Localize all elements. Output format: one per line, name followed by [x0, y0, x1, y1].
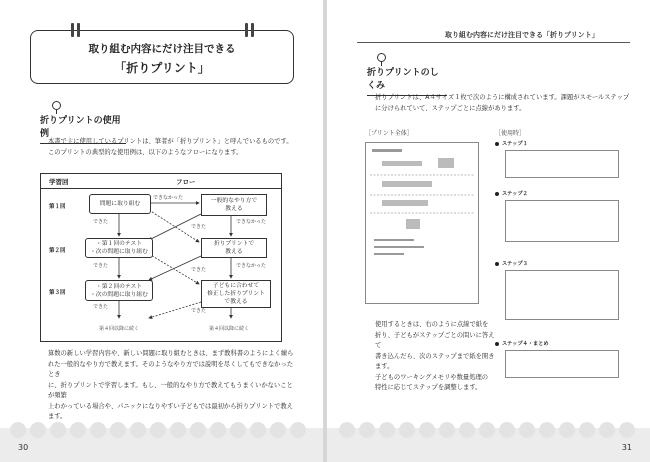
- box-text: ・次の問題に取り組む: [90, 291, 148, 298]
- binder-clip-icon: [71, 23, 74, 37]
- box-text: 子どもに合わせて: [212, 283, 260, 289]
- round3-label: 第３回: [49, 290, 66, 296]
- body-paragraph: [48, 349, 298, 423]
- step-label: ステップ４・まとめ: [502, 341, 549, 347]
- pin-icon: [377, 53, 386, 62]
- box-text: ・第２回のテスト: [95, 283, 143, 290]
- continue-left: 第４回以降に続く: [99, 326, 140, 332]
- decor-circle: [579, 422, 595, 438]
- page-number-left: 30: [18, 443, 29, 452]
- label-could: できた: [191, 267, 207, 273]
- col-round-label: 学習回: [49, 178, 69, 186]
- decor-circle: [539, 422, 555, 438]
- step-bullet-icon: [495, 342, 499, 346]
- decor-circle: [130, 422, 146, 438]
- decor-circle: [519, 422, 535, 438]
- box-text: ・次の問題に取り組む: [90, 249, 148, 255]
- decor-circle: [190, 422, 206, 438]
- decor-circle: [170, 422, 186, 438]
- decor-circle: [210, 422, 226, 438]
- box-text: 修正した折りプリント: [207, 291, 265, 297]
- body-line: 特性に応じてステップを調整します。: [375, 384, 482, 391]
- decor-circle: [439, 422, 455, 438]
- section-heading: 折りプリントの使用例: [40, 113, 126, 144]
- round2-label: 第２回: [49, 248, 66, 254]
- decor-circle: [50, 422, 66, 438]
- body-paragraph: [375, 320, 495, 394]
- box-text: 一般的なやり方で: [210, 198, 258, 204]
- label-couldnt: できなかった: [236, 263, 267, 269]
- decor-circle: [90, 422, 106, 438]
- body-line: れた一般的なやり方で教えます。そのようなやり方では説明を尽くしてもできなかったとき: [48, 360, 294, 378]
- decor-circle: [10, 422, 26, 438]
- decor-circle: [599, 422, 615, 438]
- body-line: 子どものワーキングメモリや数量処理の: [375, 373, 489, 381]
- decor-circle: [30, 422, 46, 438]
- decor-circle: [270, 422, 286, 438]
- body-line: 上わかっている場合や、パニックになりやすい子どもでは最初から折りプリントで教え: [48, 402, 293, 410]
- decor-circle: [230, 422, 246, 438]
- step-label: ステップ３: [502, 261, 528, 267]
- intro-line: 本書で主に使用しているプリントは、筆者が「折りプリント」と呼んでいるものです。: [48, 138, 293, 145]
- box-general-method: [201, 194, 267, 216]
- print-sketch: [366, 143, 478, 303]
- running-head: 取り組む内容にだけ注目できる「折りプリント」: [445, 31, 599, 39]
- section-heading: 折りプリントのしくみ: [367, 65, 447, 96]
- decor-circle: [499, 422, 515, 438]
- print-whole-thumbnail: [365, 142, 479, 304]
- decor-circle: [290, 422, 306, 438]
- continue-right: 第４回以降に続く: [209, 326, 250, 332]
- label-could: できた: [93, 219, 109, 225]
- intro-paragraph: [375, 93, 635, 114]
- head-rule: [357, 42, 630, 43]
- whole-print-label: ［プリント全体］: [365, 130, 413, 137]
- chapter-title-box: [30, 30, 294, 84]
- chapter-title-line2: 「折りプリント」: [114, 61, 210, 75]
- box-round3-test: [85, 280, 153, 301]
- decor-circle: [339, 422, 355, 438]
- step-bullet-icon: [495, 142, 499, 146]
- step-thumbnail: [505, 200, 619, 242]
- decor-circle: [110, 422, 126, 438]
- right-page: [327, 0, 650, 462]
- step-bullet-icon: [495, 192, 499, 196]
- intro-line: このプリントの典型的な使用例は、以下のようなフローになります。: [48, 148, 243, 156]
- decor-circle: [150, 422, 166, 438]
- step-thumbnail: [505, 350, 619, 378]
- step-bullet-icon: [495, 262, 499, 266]
- usage-label: ［使用時］: [495, 130, 526, 137]
- body-line: ます。: [375, 363, 394, 370]
- body-line: に、折りプリントで学習します。もし、一般的なやり方で教えてもうまくいかないことが頻繁: [48, 381, 293, 399]
- body-line: 算数の新しい学習内容や、新しい問題に取り組むときは、まず教科書のようによく練ら: [48, 350, 294, 357]
- flow-chart: [40, 173, 282, 342]
- intro-paragraph: [48, 137, 298, 158]
- decor-circle: [619, 422, 635, 438]
- page-number-right: 31: [621, 443, 632, 452]
- body-line: ます。: [48, 413, 67, 420]
- box-text: 折りプリントで: [213, 241, 255, 247]
- body-line: 書き込んだら、次のステップまで紙を開き: [375, 352, 495, 360]
- step-thumbnail: [505, 270, 619, 320]
- step-label: ステップ２: [502, 191, 528, 197]
- decor-circle: [459, 422, 475, 438]
- intro-line: 折りプリントは、A４サイズ１枚で次のように構成されています。課題がスモールステップ: [375, 94, 630, 101]
- step-label: ステップ１: [502, 141, 528, 147]
- label-couldnt: できなかった: [236, 219, 267, 225]
- box-text: で教える: [224, 299, 248, 305]
- decor-circle: [479, 422, 495, 438]
- decor-circle: [70, 422, 86, 438]
- label-could: できた: [93, 263, 109, 269]
- left-page: [0, 0, 323, 462]
- decor-circle: [419, 422, 435, 438]
- box-text: 教える: [225, 206, 243, 212]
- box-round2-test: [85, 238, 153, 258]
- body-line: 使用するときは、右のように点線で紙を: [375, 321, 489, 328]
- step-thumbnail: [505, 150, 619, 178]
- box-try-problem: 問題に取り組む: [89, 194, 151, 214]
- box-text: ・第１回のテスト: [95, 241, 143, 247]
- round1-label: 第１回: [49, 204, 66, 210]
- decor-circle: [359, 422, 375, 438]
- label-could: できた: [93, 304, 109, 310]
- binder-clip-icon: [245, 23, 248, 37]
- binder-clip-icon: [251, 23, 254, 37]
- box-ori-print: [201, 238, 267, 258]
- binder-clip-icon: [77, 23, 80, 37]
- intro-line: に分けられていて、ステップごとに点線があります。: [375, 104, 526, 112]
- box-text: 教える: [225, 249, 243, 255]
- pin-icon: [52, 101, 61, 110]
- decor-circle: [559, 422, 575, 438]
- chapter-title-line1: 取り組む内容にだけ注目できる: [88, 43, 236, 55]
- label-could: できた: [191, 308, 207, 314]
- decor-circle: [250, 422, 266, 438]
- body-line: 折り、子どもがステップごとの問いに答えて: [375, 331, 495, 349]
- col-flow-label: フロー: [176, 178, 196, 186]
- decor-circle: [399, 422, 415, 438]
- box-adapted-print: [201, 280, 271, 308]
- label-couldnt: できなかった: [153, 195, 184, 201]
- label-could: できた: [191, 224, 207, 230]
- decor-circle: [379, 422, 395, 438]
